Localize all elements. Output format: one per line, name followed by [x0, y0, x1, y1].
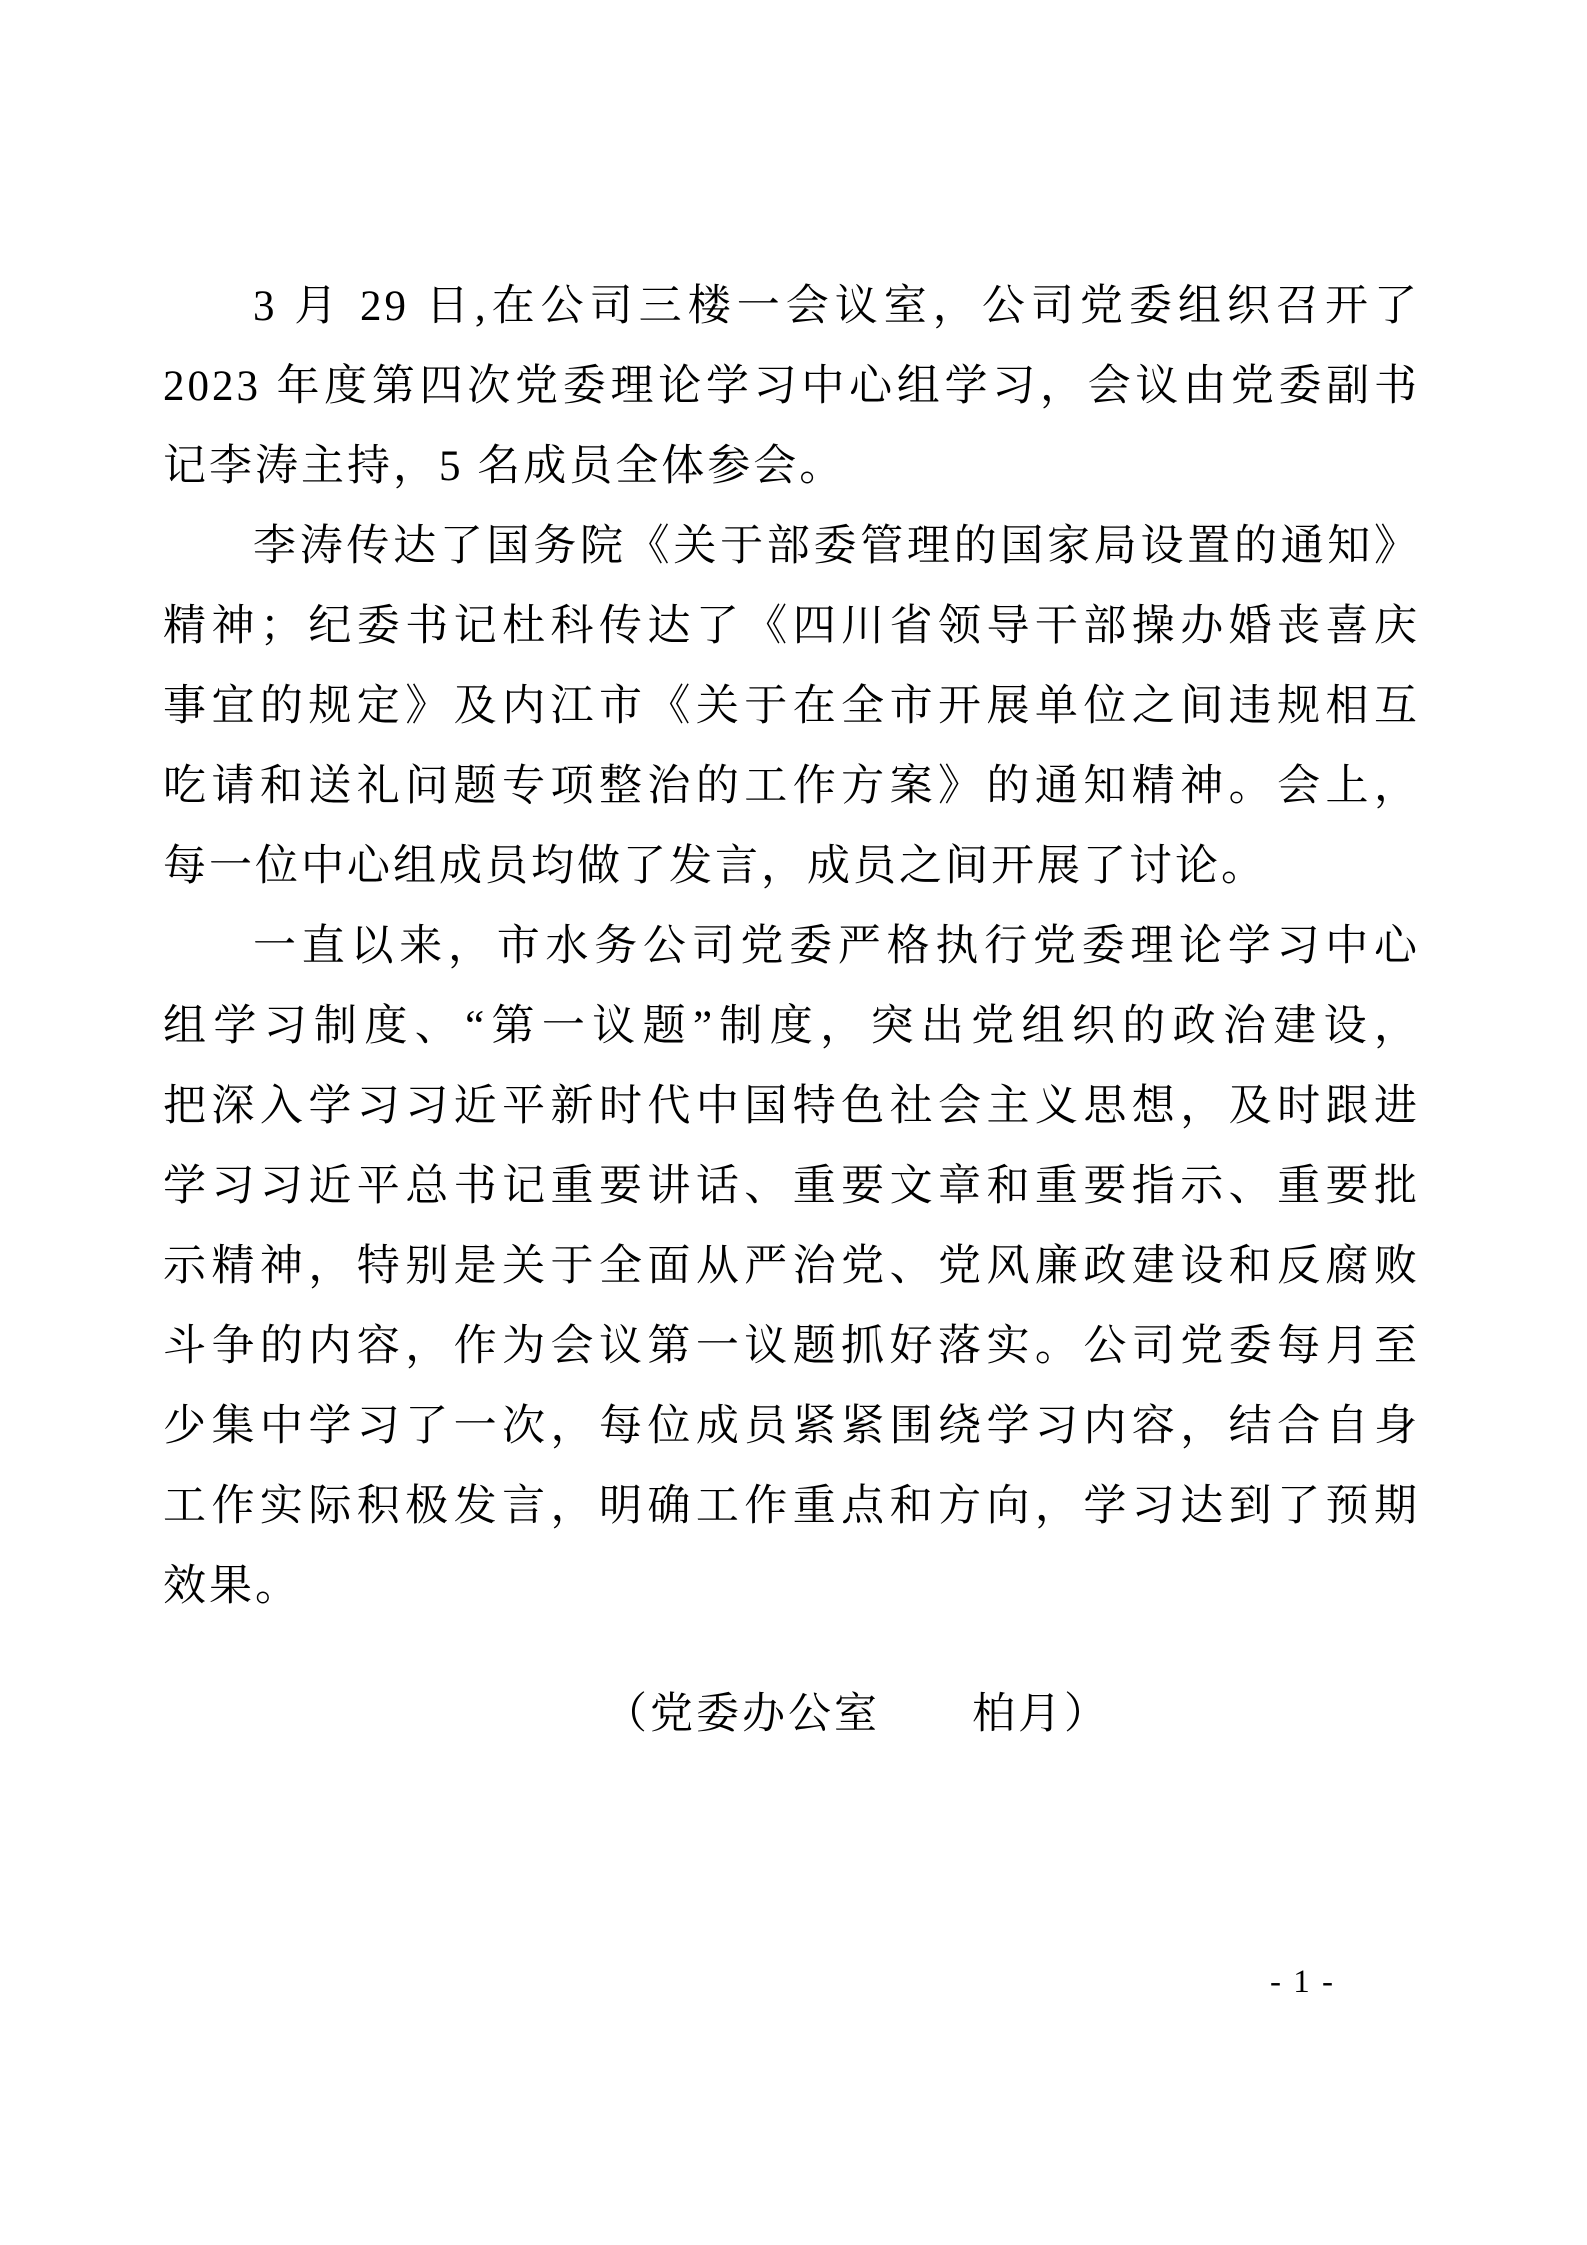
paragraph-3-line-8: 工作实际积极发言，明确工作重点和方向，学习达到了预期: [163, 1483, 1420, 1530]
paragraph-3-line-9: 效果。: [163, 1563, 301, 1610]
paragraph-3-line-1: 一直以来，市水务公司党委严格执行党委理论学习中心: [253, 923, 1420, 970]
document-body: [163, 267, 1420, 1755]
paragraph-3-line-2: 组学习制度、“第一议题”制度，突出党组织的政治建设，: [163, 1003, 1420, 1050]
paragraph-3-line-4: 学习习近平总书记重要讲话、重要文章和重要指示、重要批: [163, 1163, 1420, 1210]
paragraph-3-line-7: 少集中学习了一次，每位成员紧紧围绕学习内容，结合自身: [163, 1403, 1420, 1450]
paragraph-2-line-2: 精神；纪委书记杜科传达了《四川省领导干部操办婚丧喜庆: [163, 603, 1420, 650]
paragraph-1-line-1: 3 月 29 日,在公司三楼一会议室，公司党委组织召开了: [253, 283, 1420, 330]
paragraph-2-line-4: 吃请和送礼问题专项整治的工作方案》的通知精神。会上，: [163, 763, 1420, 810]
paragraph-1-line-2: 2023 年度第四次党委理论学习中心组学习，会议由党委副书: [163, 363, 1420, 410]
paragraph-2-line-3: 事宜的规定》及内江市《关于在全市开展单位之间违规相互: [163, 683, 1420, 730]
paragraph-3-line-3: 把深入学习习近平新时代中国特色社会主义思想，及时跟进: [163, 1083, 1420, 1130]
paragraph-2-line-5: 每一位中心组成员均做了发言，成员之间开展了讨论。: [163, 843, 1267, 890]
page-number: - 1 -: [1270, 1964, 1335, 2000]
paragraph-3-line-6: 斗争的内容，作为会议第一议题抓好落实。公司党委每月至: [163, 1323, 1420, 1370]
paragraph-1-line-3: 记李涛主持，5 名成员全体参会。: [163, 443, 846, 490]
author-signature: （党委办公室 柏月）: [604, 1691, 1110, 1738]
paragraph-3-line-5: 示精神，特别是关于全面从严治党、党风廉政建设和反腐败: [163, 1243, 1420, 1290]
paragraph-2-line-1: 李涛传达了国务院《关于部委管理的国家局设置的通知》: [253, 523, 1420, 570]
